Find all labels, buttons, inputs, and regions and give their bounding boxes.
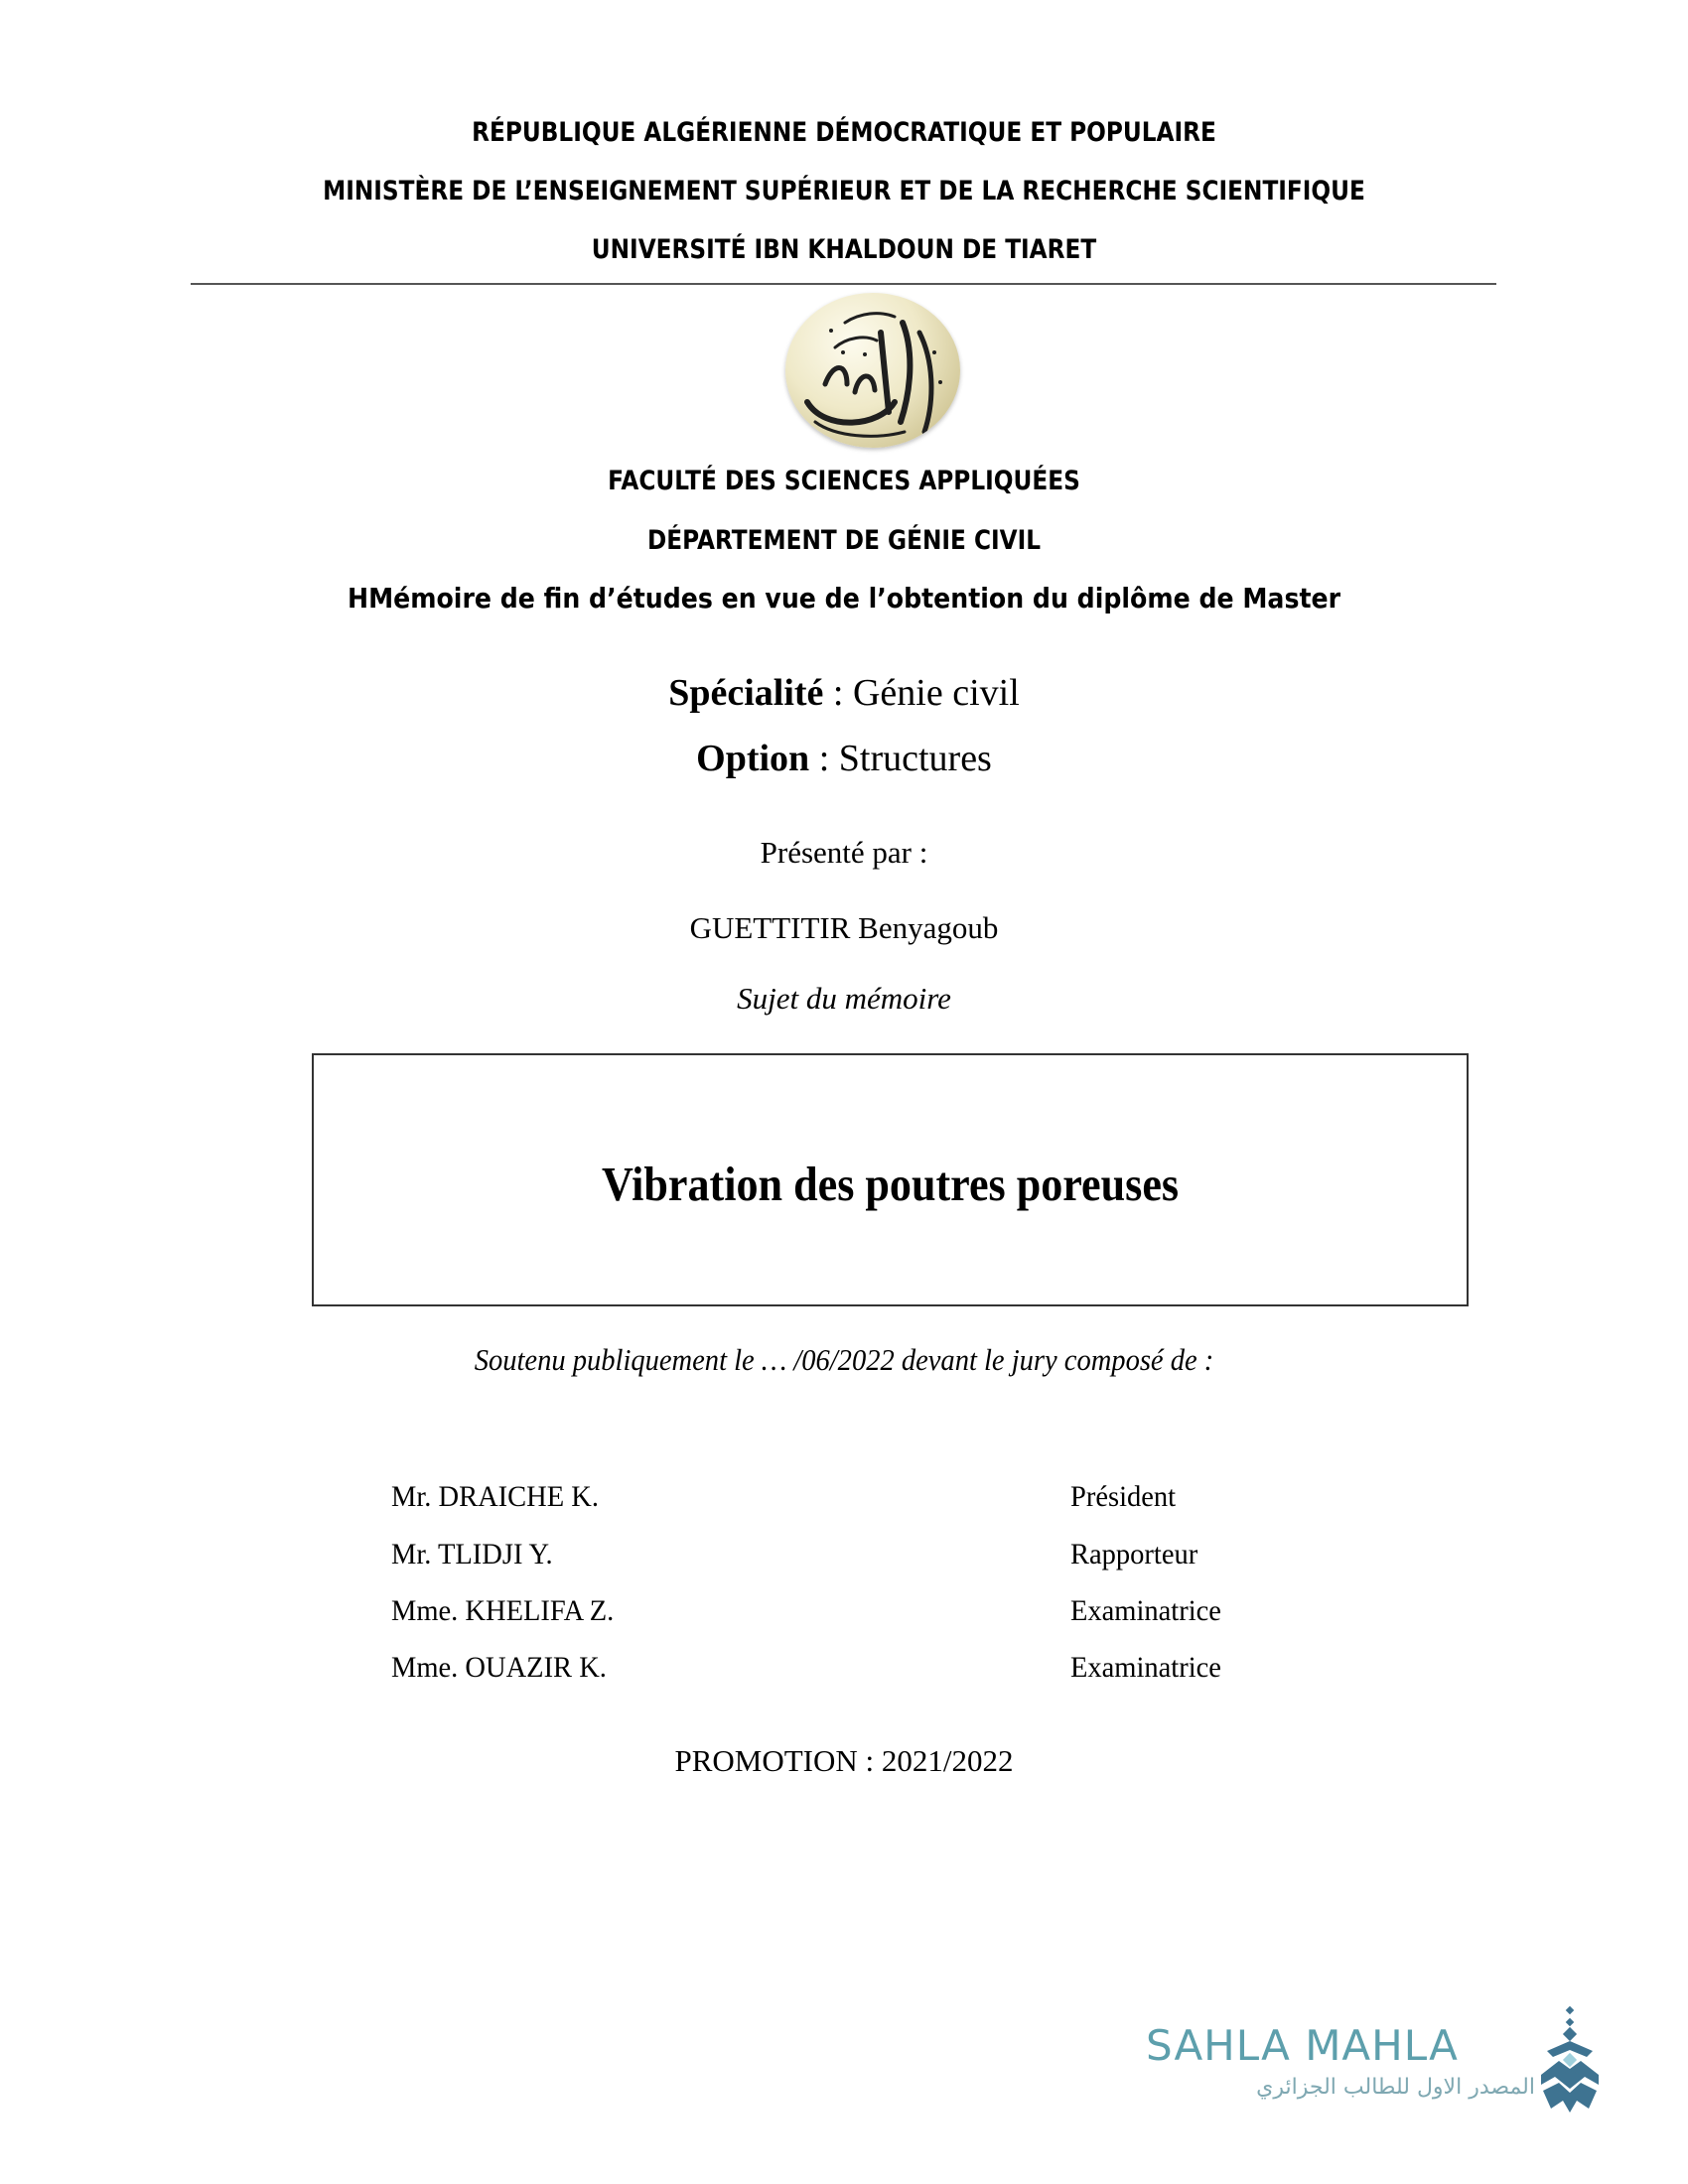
jury-row	[0, 1594, 1688, 1634]
thesis-purpose: HMémoire de fin d’études en vue de l’obtention du diplôme de Master	[347, 582, 1341, 614]
specialty-line	[0, 671, 1688, 715]
watermark-subtitle: المصدر الاول للطالب الجزائري	[1256, 2075, 1535, 2100]
faculty-name: FACULTÉ DES SCIENCES APPLIQUÉES	[608, 466, 1080, 496]
university-emblem-icon	[785, 293, 960, 448]
jury-row	[0, 1538, 1688, 1577]
thesis-title: Vibration des poutres poreuses	[601, 1157, 1180, 1211]
jury-member-name: Mr. TLIDJI Y.	[391, 1538, 553, 1570]
option-value: Structures	[838, 738, 992, 779]
presented-by-label: Présenté par :	[760, 835, 928, 870]
header-republic: RÉPUBLIQUE ALGÉRIENNE DÉMOCRATIQUE ET POPULAIRE	[472, 117, 1216, 148]
header-university: UNIVERSITÉ IBN KHALDOUN DE TIARET	[591, 234, 1097, 265]
specialty-label: Spécialité	[668, 672, 824, 714]
jury-member-name: Mme. KHELIFA Z.	[391, 1594, 615, 1627]
option-separator: :	[809, 738, 839, 779]
header-ministry: MINISTÈRE DE L’ENSEIGNEMENT SUPÉRIEUR ET DE LA RECHERCHE SCIENTIFIQUE	[323, 176, 1365, 206]
jury-row	[0, 1480, 1688, 1520]
option-label: Option	[696, 738, 810, 779]
jury-member-role: Président	[1070, 1480, 1177, 1513]
subject-label: Sujet du mémoire	[737, 981, 951, 1016]
sahla-mahla-logo-icon	[1537, 2005, 1603, 2115]
header-divider	[191, 283, 1496, 285]
jury-member-name: Mr. DRAICHE K.	[391, 1480, 600, 1513]
department-name: DÉPARTEMENT DE GÉNIE CIVIL	[646, 525, 1042, 556]
specialty-separator: :	[823, 672, 853, 714]
sahla-mahla-watermark	[1142, 2005, 1599, 2115]
jury-member-name: Mme. OUAZIR K.	[391, 1651, 607, 1684]
author-name: GUETTITIR Benyagoub	[689, 910, 999, 945]
watermark-title: SAHLA MAHLA	[1146, 2021, 1459, 2070]
jury-member-role: Rapporteur	[1070, 1538, 1198, 1570]
defense-statement: Soutenu publiquement le … /06/2022 devant le jury composé de :	[474, 1342, 1214, 1377]
jury-member-role: Examinatrice	[1070, 1594, 1221, 1627]
option-line	[0, 737, 1688, 780]
specialty-value: Génie civil	[852, 672, 1020, 714]
jury-row	[0, 1651, 1688, 1691]
jury-member-role: Examinatrice	[1070, 1651, 1221, 1684]
thesis-title-box	[312, 1053, 1469, 1306]
promotion-year: PROMOTION : 2021/2022	[674, 1743, 1014, 1778]
